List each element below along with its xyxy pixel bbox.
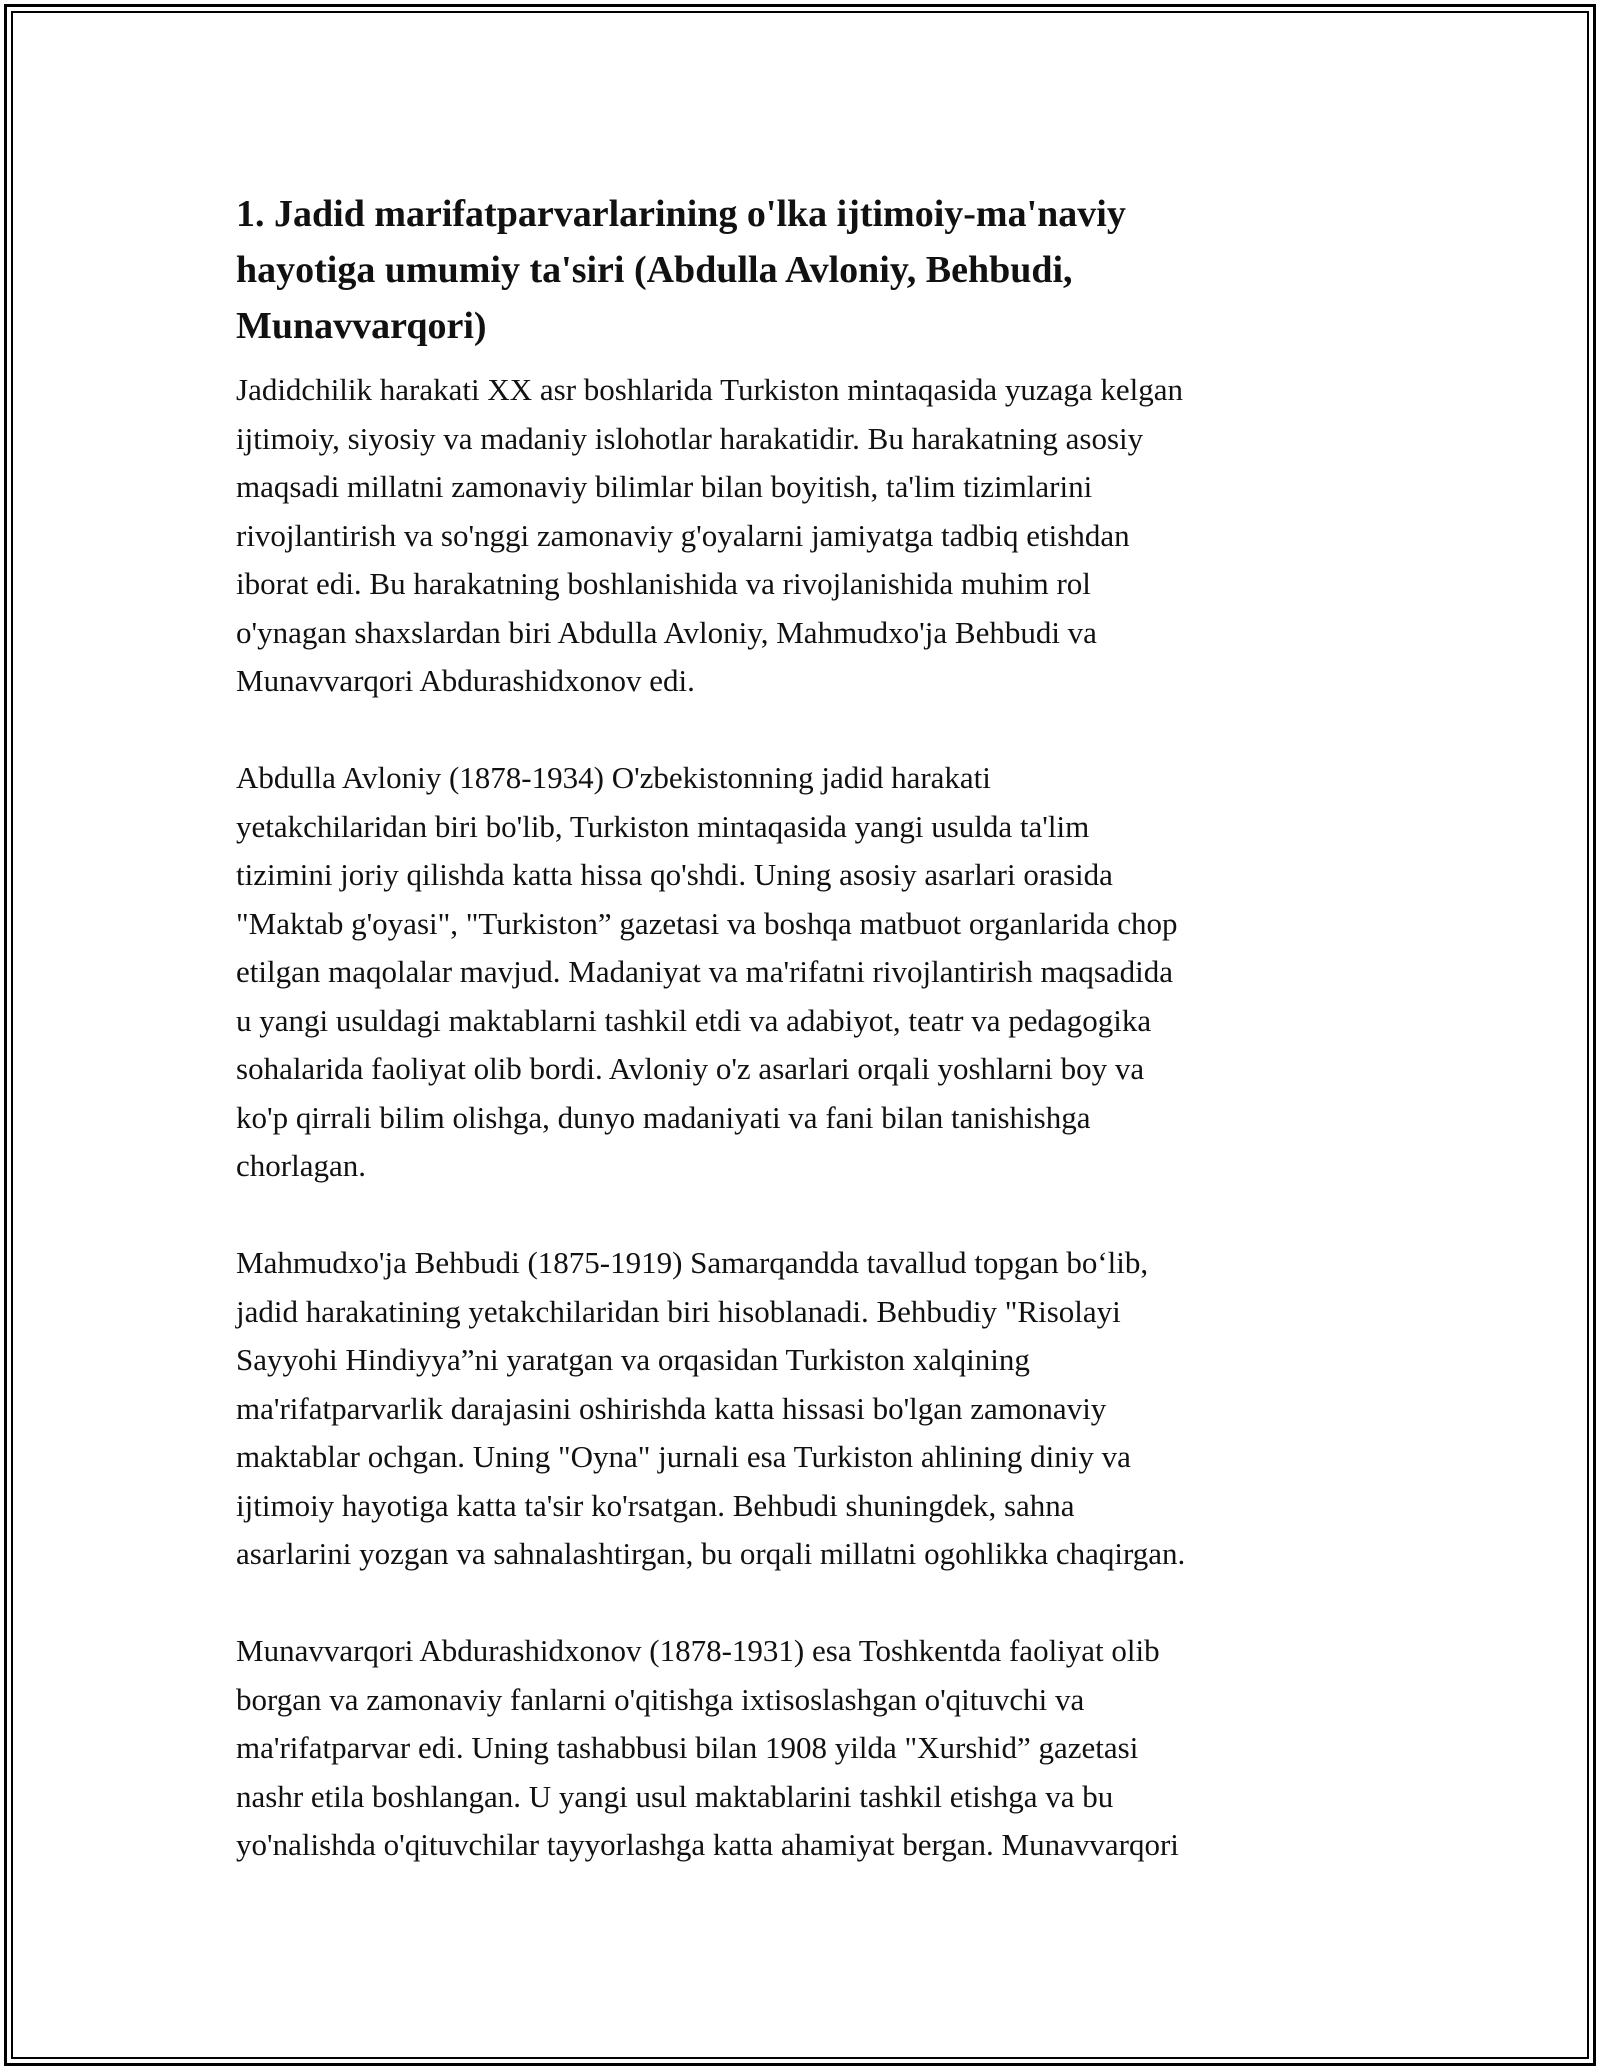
text-line: "Maktab g'oyasi", "Turkiston” gazetasi va boshqa matbuot organlarida chop	[236, 905, 1178, 941]
text-line: u yangi usuldagi maktablarni tashkil etdi va adabiyot, teatr va pedagogika	[236, 1002, 1152, 1038]
text-line: ma'rifatparvarlik darajasini oshirishda katta hissasi bo'lgan zamonaviy	[236, 1390, 1107, 1426]
text-line: iborat edi. Bu harakatning boshlanishida va rivojlanishida muhim rol	[236, 566, 1091, 601]
text-line: borgan va zamonaviy fanlarni o'qitishga ixtisoslashgan o'qituvchi va	[236, 1681, 1085, 1717]
paragraph-munavvarqori	[236, 1627, 1366, 1870]
text-line: yo'nalishda o'qituvchilar tayyorlashga katta ahamiyat bergan. Munavvarqori	[236, 1827, 1179, 1862]
text-line: Mahmudxo'ja Behbudi (1875-1919) Samarqandda tavallud topgan bo‘lib,	[236, 1245, 1149, 1280]
text-line: maktablar ochgan. Uning "Oyna" jurnali esa Turkiston ahlining diniy va	[236, 1439, 1131, 1474]
heading-line: Munavvarqori)	[236, 305, 487, 347]
text-line: ko'p qirrali bilim olishga, dunyo madaniyati va fani bilan tanishishga	[236, 1099, 1091, 1135]
text-line: etilgan maqolalar mavjud. Madaniyat va ma'rifatni rivojlantirish maqsadida	[236, 954, 1174, 989]
paragraph-behbudi	[236, 1239, 1366, 1579]
text-line: rivojlantirish va so'nggi zamonaviy g'oyalarni jamiyatga tadbiq etishdan	[236, 517, 1130, 553]
text-line: jadid harakatining yetakchilaridan biri hisoblanadi. Behbudiy "Risolayi	[236, 1293, 1121, 1329]
heading-line: hayotiga umumiy ta'siri (Abdulla Avloniy, Behbudi,	[236, 249, 1073, 291]
paragraph-jadidchilik	[236, 366, 1366, 706]
text-line: maqsadi millatni zamonaviy bilimlar bilan boyitish, ta'lim tizimlarini	[236, 469, 1093, 504]
section-heading	[236, 186, 1366, 354]
text-line: Munavvarqori Abdurashidxonov edi.	[236, 663, 695, 698]
text-line: tizimini joriy qilishda katta hissa qo'shdi. Uning asosiy asarlari orasida	[236, 857, 1113, 892]
text-line: Munavvarqori Abdurashidxonov (1878-1931) esa Toshkentda faoliyat olib	[236, 1633, 1160, 1668]
text-line: Abdulla Avloniy (1878-1934) O'zbekistonning jadid harakati	[236, 760, 991, 795]
text-line: ma'rifatparvar edi. Uning tashabbusi bilan 1908 yilda "Xurshid” gazetasi	[236, 1730, 1139, 1765]
text-line: o'ynagan shaxslardan biri Abdulla Avloniy, Mahmudxo'ja Behbudi va	[236, 614, 1097, 650]
text-line: chorlagan.	[236, 1148, 366, 1183]
text-line: Sayyohi Hindiyya”ni yaratgan va orqasidan Turkiston xalqining	[236, 1342, 1030, 1377]
text-line: yetakchilaridan biri bo'lib, Turkiston mintaqasida yangi usulda ta'lim	[236, 808, 1090, 844]
text-line: ijtimoiy, siyosiy va madaniy islohotlar harakatidir. Bu harakatning asosiy	[236, 420, 1144, 456]
text-line: ijtimoiy hayotiga katta ta'sir ko'rsatgan. Behbudi shuningdek, sahna	[236, 1487, 1075, 1523]
paragraph-avloniy	[236, 754, 1366, 1191]
text-line: asarlarini yozgan va sahnalashtirgan, bu orqali millatni ogohlikka chaqirgan.	[236, 1536, 1186, 1571]
text-line: nashr etila boshlangan. U yangi usul maktablarini tashkil etishga va bu	[236, 1778, 1114, 1814]
heading-line: 1. Jadid marifatparvarlarining o'lka ijtimoiy-ma'naviy	[236, 193, 1126, 235]
document-body	[236, 186, 1366, 1870]
text-line: Jadidchilik harakati XX asr boshlarida Turkiston mintaqasida yuzaga kelgan	[236, 372, 1184, 407]
text-line: sohalarida faoliyat olib bordi. Avloniy o'z asarlari orqali yoshlarni boy va	[236, 1051, 1145, 1086]
